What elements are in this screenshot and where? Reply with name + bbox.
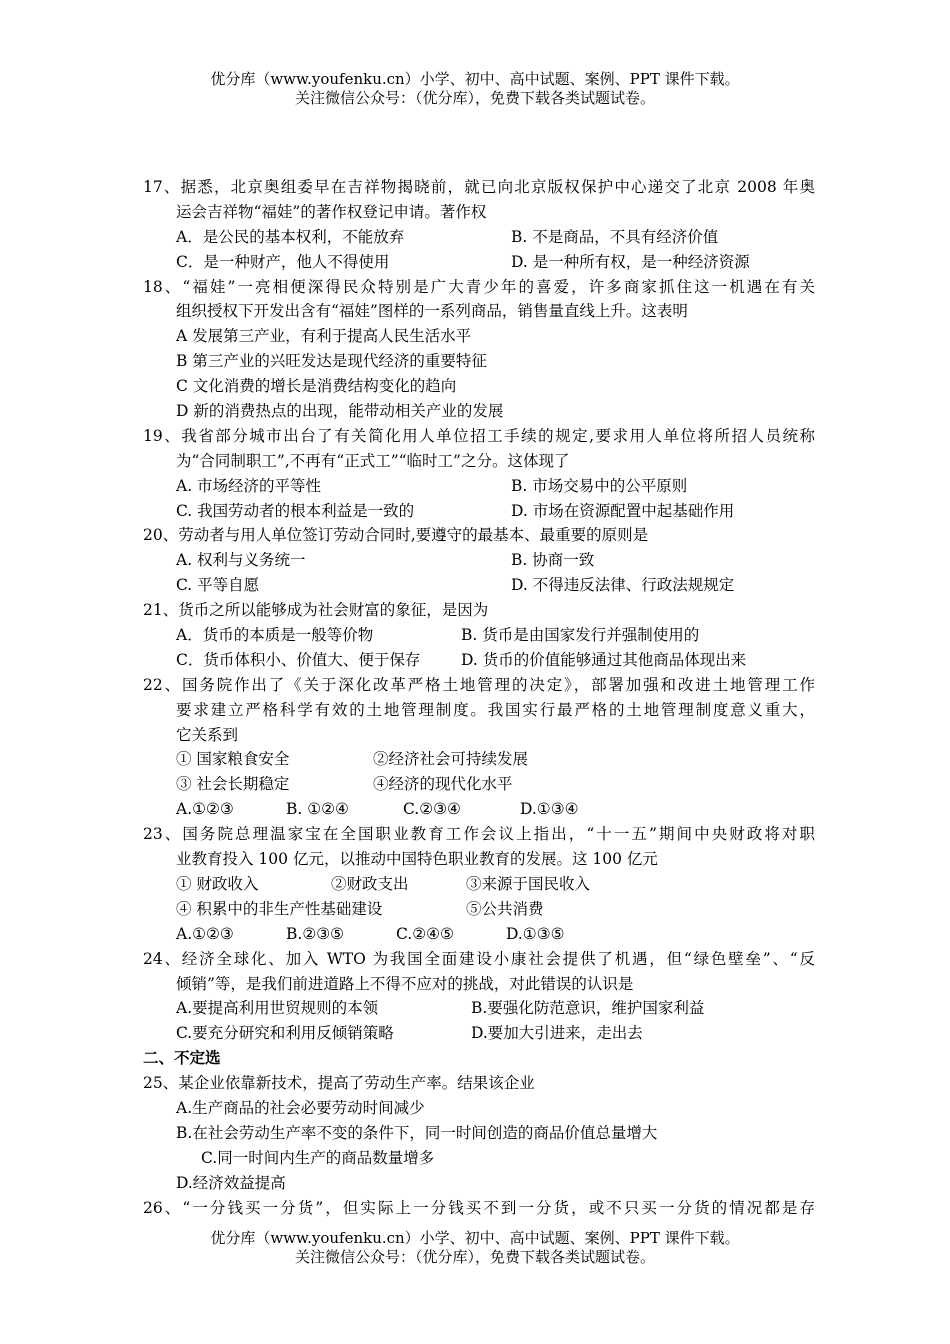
q25-option-b: B.在社会劳动生产率不变的条件下，同一时间创造的商品价值总量增大 <box>176 1123 658 1142</box>
q17-stem-line-2: 运会吉祥物“福娃”的著作权登记申请。著作权 <box>176 202 487 221</box>
q23-statement-2: ②财政支出 <box>331 874 409 893</box>
q22-statement-1: ① 国家粮食安全 <box>176 750 290 769</box>
q25-option-a: A.生产商品的社会必要劳动时间减少 <box>176 1098 425 1117</box>
q23-options-row <box>143 922 815 947</box>
q22-statement-2: ②经济社会可持续发展 <box>373 750 529 769</box>
q19-option-d: D. 市场在资源配置中起基础作用 <box>511 501 735 520</box>
q20-option-d: D. 不得违反法律、行政法规规定 <box>511 576 735 595</box>
q19-option-c: C. 我国劳动者的根本利益是一致的 <box>176 501 415 520</box>
footer-line-1: 优分库（www.youfenku.cn）小学、初中、高中试题、案例、PPT 课件下载。 <box>210 1229 740 1247</box>
q22-statements-row-2 <box>143 772 815 797</box>
header-line-1: 优分库（www.youfenku.cn）小学、初中、高中试题、案例、PPT 课件下载。 <box>210 70 740 88</box>
q23-statement-4: ④ 积累中的非生产性基础建设 <box>176 899 383 918</box>
q24-stem-line-1: 24、经济全球化、加入 WTO 为我国全面建设小康社会提供了机遇，但“绿色壁垒”、“反 <box>143 949 815 968</box>
q22-option-a: A.①②③ <box>176 800 234 819</box>
q23-stem-line-2: 业教育投入 100 亿元，以推动中国特色职业教育的发展。这 100 亿元 <box>176 850 658 869</box>
q17-stem-line-1: 17、据悉，北京奥组委早在吉祥物揭晓前，就已向北京版权保护中心递交了北京 2008 年奥 <box>143 178 815 196</box>
q18-stem-line-1: 18、“福娃”一亮相便深得民众特别是广大青少年的喜爱，许多商家抓住这一机遇在有关 <box>143 277 815 296</box>
q25-stem-line-1: 25、某企业依靠新技术，提高了劳动生产率。结果该企业 <box>143 1074 535 1093</box>
q24-option-b: B.要强化防范意识，维护国家利益 <box>471 999 705 1018</box>
q22-stem-line-2: 要求建立严格科学有效的土地管理制度。我国实行最严格的土地管理制度意义重大， <box>176 700 815 719</box>
page-header <box>0 70 950 108</box>
q23-statement-3: ③来源于国民收入 <box>466 874 591 893</box>
q17-options-row-1 <box>143 225 815 250</box>
page-footer <box>0 1229 950 1267</box>
q21-option-c: C．货币体积小、价值大、便于保存 <box>176 650 421 669</box>
q17-option-b: B. 不是商品，不具有经济价值 <box>511 227 719 246</box>
q19-option-b: B. 市场交易中的公平原则 <box>511 476 688 495</box>
q20-stem-line-1: 20、劳动者与用人单位签订劳动合同时,要遵守的最基本、最重要的原则是 <box>143 526 649 545</box>
section-heading: 二、不定选 <box>143 1048 221 1068</box>
q24-option-a: A.要提高利用世贸规则的本领 <box>176 999 379 1018</box>
q19-stem-line-2: 为“合同制职工”,不再有“正式工”“临时工”之分。这体现了 <box>176 451 570 470</box>
q21-option-b: B. 货币是由国家发行并强制使用的 <box>461 626 700 645</box>
q23-option-d: D.①③⑤ <box>506 924 565 943</box>
exam-content <box>143 175 815 1220</box>
q26-stem-line-1: 26、“一分钱买一分货”，但实际上一分钱买不到一分货，或不只买一分货的情况都是存 <box>143 1198 815 1217</box>
q23-option-a: A.①②③ <box>176 924 234 943</box>
q21-options-row-2 <box>143 648 815 673</box>
q24-option-c: C.要充分研究和利用反倾销策略 <box>176 1024 394 1043</box>
q22-stem-line-3: 它关系到 <box>176 725 239 744</box>
q22-stem-line-1: 22、国务院作出了《关于深化改革严格土地管理的决定》，部署加强和改进土地管理工作 <box>143 675 815 694</box>
q24-options-row-2 <box>143 1021 815 1046</box>
header-line-2: 关注微信公众号：（优分库），免费下载各类试题试卷。 <box>294 89 655 107</box>
q24-stem-line-2: 倾销”等，是我们前进道路上不得不应对的挑战，对此错误的认识是 <box>176 974 634 993</box>
q18-stem-line-2: 组织授权下开发出含有“福娃”图样的一系列商品，销售量直线上升。这表明 <box>176 302 688 321</box>
q23-stem-line-1: 23、国务院总理温家宝在全国职业教育工作会议上指出，“十一五”期间中央财政将对职 <box>143 825 815 844</box>
q18-option-b: B 第三产业的兴旺发达是现代经济的重要特征 <box>176 352 487 371</box>
q22-statements-row-1 <box>143 747 815 772</box>
q19-options-row-1 <box>143 474 815 499</box>
q23-statement-1: ① 财政收入 <box>176 874 259 893</box>
q22-options-row <box>143 797 815 822</box>
q20-options-row-1 <box>143 548 815 573</box>
q19-option-a: A. 市场经济的平等性 <box>176 476 322 495</box>
q23-statement-5: ⑤公共消费 <box>466 899 544 918</box>
q18-option-d: D 新的消费热点的出现，能带动相关产业的发展 <box>176 402 504 421</box>
q22-option-c: C.②③④ <box>403 800 461 819</box>
q17-options-row-2 <box>143 250 815 275</box>
q22-option-d: D.①③④ <box>520 800 579 819</box>
q22-statement-3: ③ 社会长期稳定 <box>176 775 290 794</box>
q24-options-row-1 <box>143 996 815 1021</box>
q20-option-b: B. 协商一致 <box>511 551 595 570</box>
q18-option-a: A 发展第三产业，有利于提高人民生活水平 <box>176 327 472 346</box>
q17-option-d: D. 是一种所有权，是一种经济资源 <box>511 252 750 271</box>
footer-line-2: 关注微信公众号：（优分库），免费下载各类试题试卷。 <box>294 1248 655 1266</box>
q23-option-c: C.②④⑤ <box>396 924 454 943</box>
q17-option-a: A．是公民的基本权利，不能放弃 <box>176 227 405 246</box>
q21-option-d: D. 货币的价值能够通过其他商品体现出来 <box>461 650 747 669</box>
q25-option-c: C.同一时间内生产的商品数量增多 <box>201 1148 435 1167</box>
q21-options-row-1 <box>143 623 815 648</box>
q22-option-b: B. ①②④ <box>286 800 349 819</box>
q20-options-row-2 <box>143 573 815 598</box>
q20-option-a: A. 权利与义务统一 <box>176 551 306 570</box>
q23-option-b: B.②③⑤ <box>286 924 345 943</box>
q21-stem-line-1: 21、货币之所以能够成为社会财富的象征，是因为 <box>143 601 489 620</box>
q24-option-d: D.要加大引进来，走出去 <box>471 1024 643 1043</box>
q19-stem-line-1: 19、我省部分城市出台了有关简化用人单位招工手续的规定,要求用人单位将所招人员统称 <box>143 426 815 445</box>
q21-option-a: A．货币的本质是一般等价物 <box>176 626 374 645</box>
q19-options-row-2 <box>143 499 815 524</box>
q17-option-c: C．是一种财产，他人不得使用 <box>176 252 390 271</box>
q22-statement-4: ④经济的现代化水平 <box>373 775 513 794</box>
q25-option-d: D.经济效益提高 <box>176 1173 286 1192</box>
q20-option-c: C. 平等自愿 <box>176 576 260 595</box>
q23-statements-row-2 <box>143 897 815 922</box>
q18-option-c: C 文化消费的增长是消费结构变化的趋向 <box>176 377 457 396</box>
q23-statements-row-1 <box>143 872 815 897</box>
